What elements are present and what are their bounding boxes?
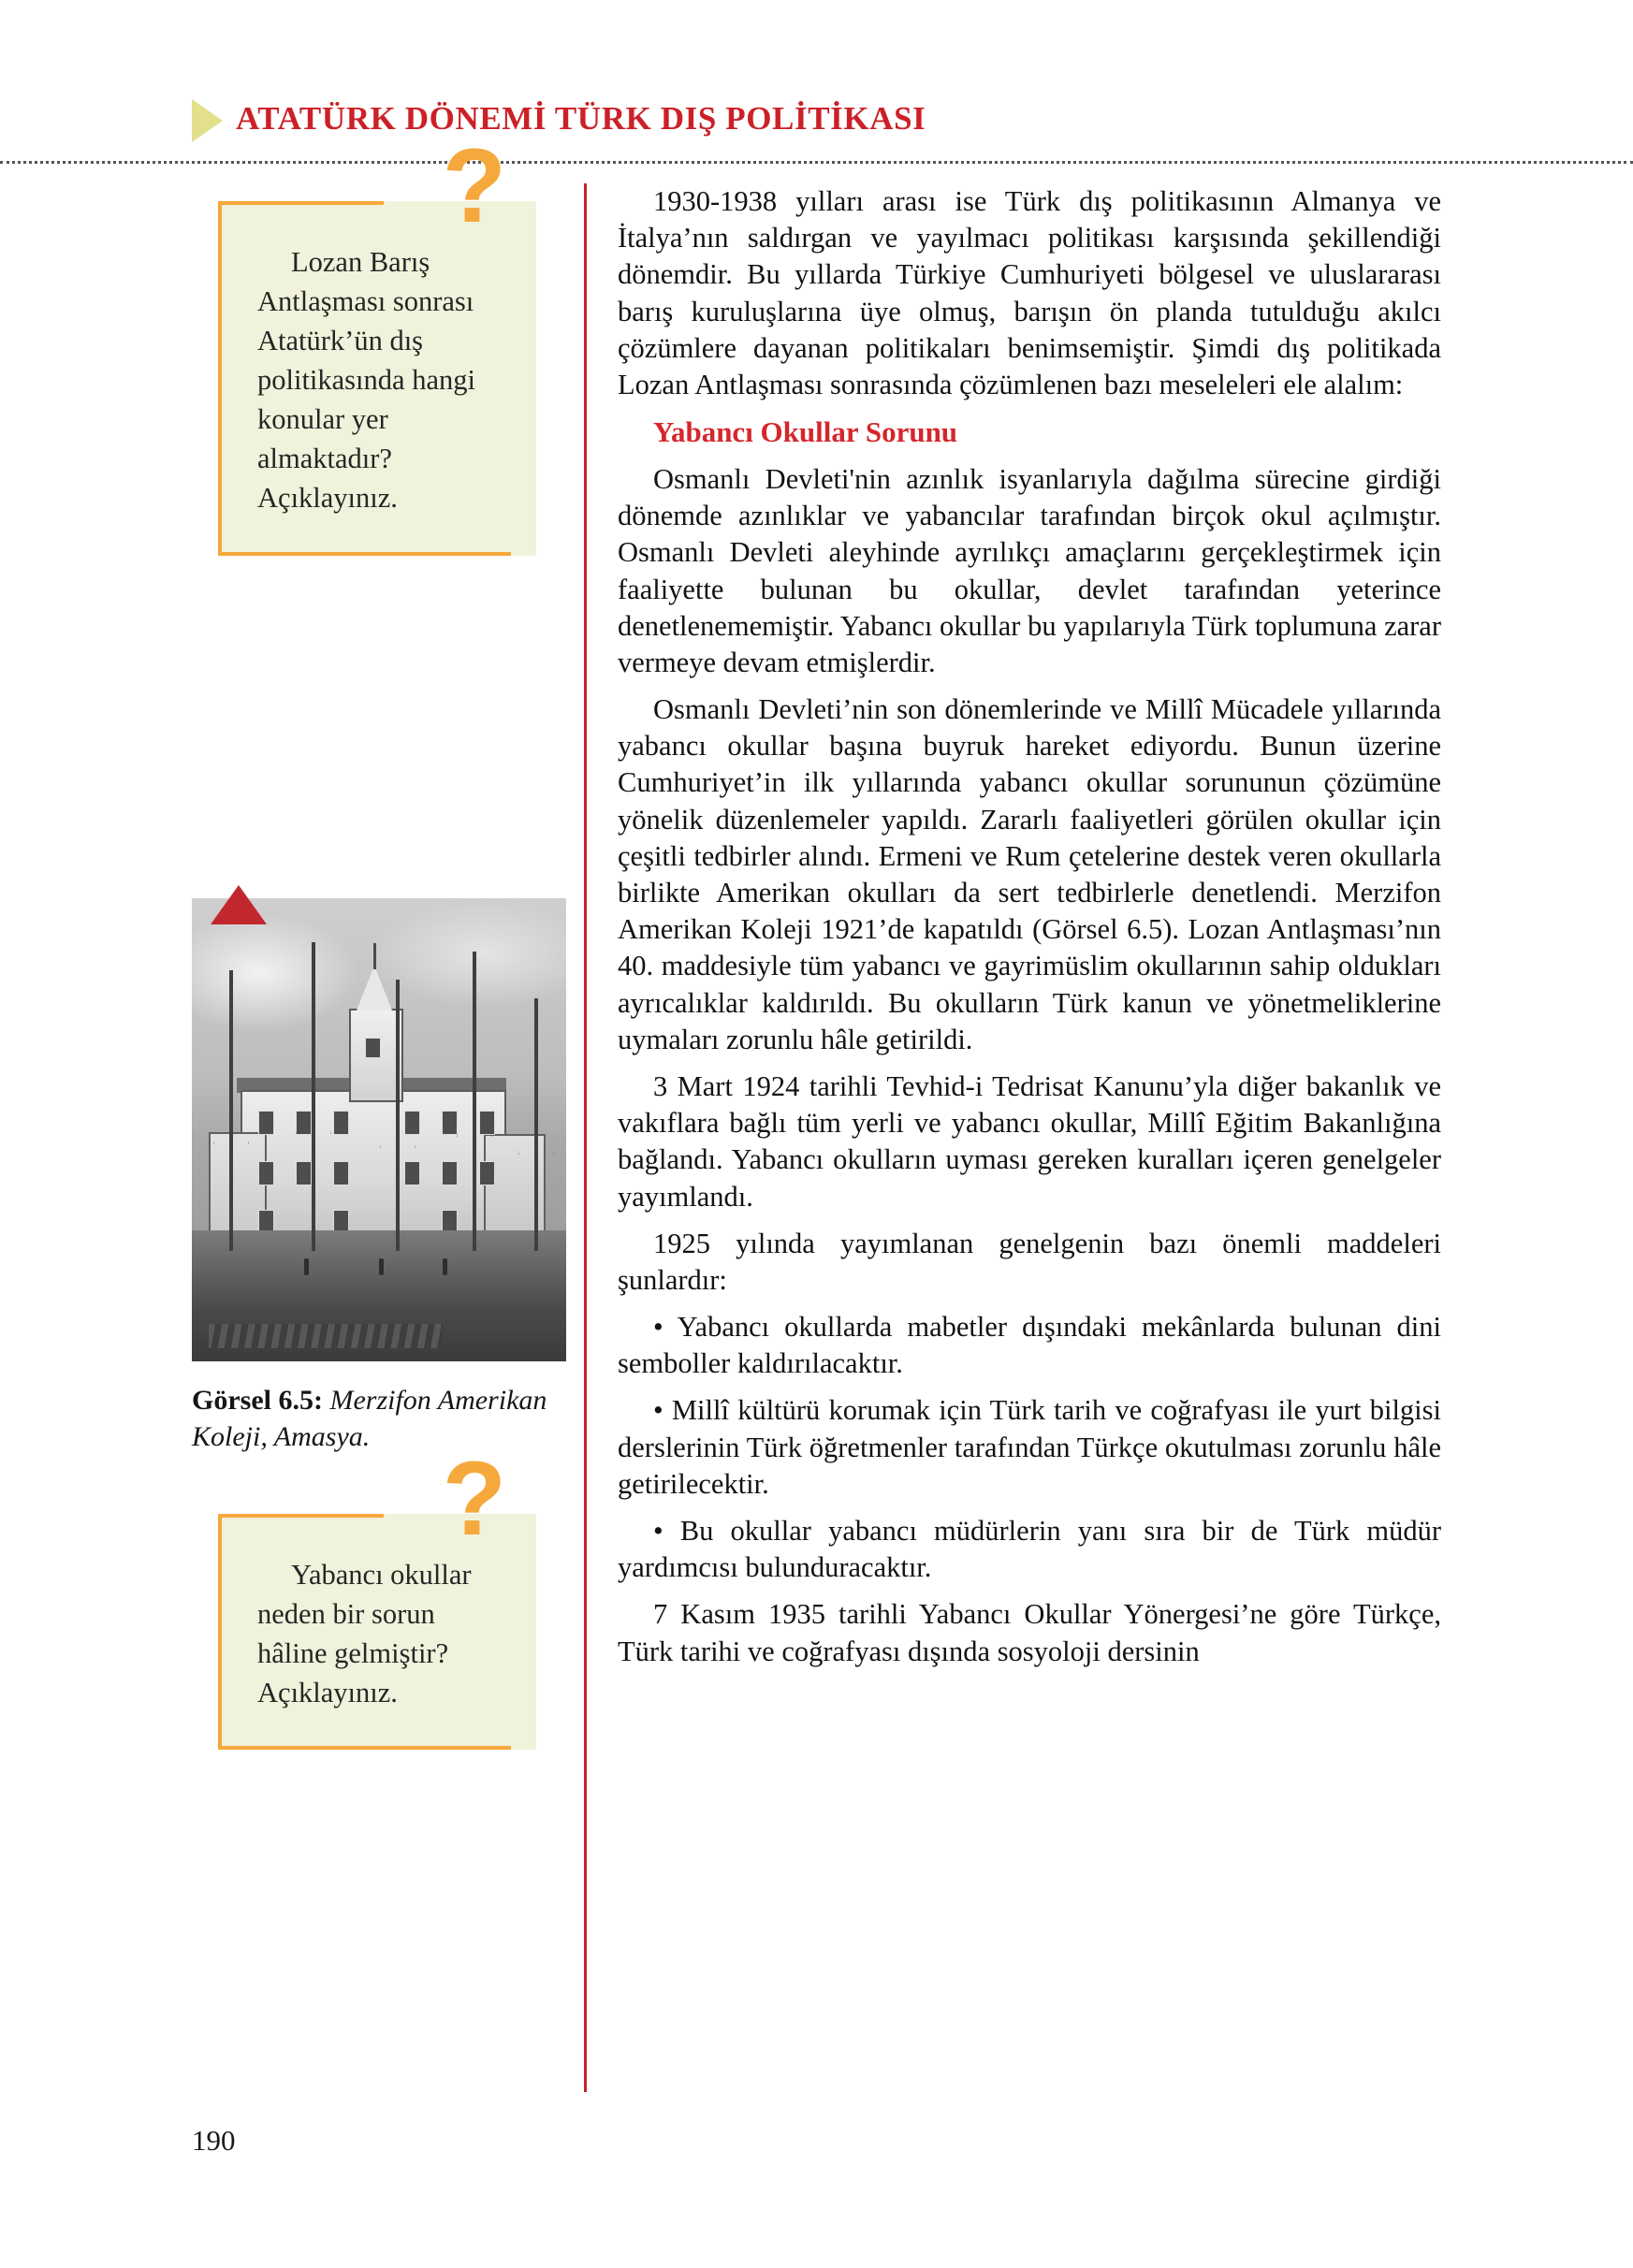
photo-tree — [229, 970, 233, 1251]
figure-caption-label: Görsel 6.5: — [192, 1385, 323, 1416]
figure-caption-text: Merzifon Amerikan Koleji, Amasya. — [192, 1385, 547, 1452]
paragraph-p2: Osmanlı Devleti'nin azınlık isyanlarıyla dağılma sürecine girdiği dönemde azınlıklar ve yabancılar tarafından birçok okul açılmıştır. Osmanlı Devleti aleyhinde ayrılıkçı amaçlarını gerçekleştirmek için faaliyette bulunan bu okullar, devlet tarafından yeterince denetlenememiştir. Yabancı okullar bu yapılarıyla Türk toplumuna zarar vermeye devam etmişlerdir. — [618, 462, 1441, 678]
photo-flag-mast — [373, 943, 376, 969]
photo-person — [379, 1258, 384, 1275]
qbox-border-left — [218, 201, 222, 556]
figure-6-5 — [192, 898, 566, 1455]
photo-window — [334, 1162, 348, 1185]
bullet-item-1: • Yabancı okullarda mabetler dışındaki mekânlarda bulunan dini semboller kaldırılacaktır. — [618, 1311, 1441, 1380]
qbox-border-bottom — [218, 1746, 511, 1750]
page-title: ATATÜRK DÖNEMİ TÜRK DIŞ POLİTİKASI — [236, 100, 926, 137]
section-heading: Yabancı Okullar Sorunu — [653, 415, 958, 449]
triangle-right-icon — [192, 99, 223, 142]
photo-window — [297, 1162, 311, 1185]
photo-window — [259, 1112, 273, 1134]
figure-pointer-triangle-icon — [211, 885, 267, 924]
bullet-item-3: • Bu okullar yabancı müdürlerin yanı sıra bir de Türk müdür yardımcısı bulunduracaktır. — [618, 1515, 1441, 1584]
qbox-border-top — [218, 201, 384, 205]
question-text-2: Yabancı okullar neden bir sorun hâline gelmiştir? Açıklayınız. — [257, 1559, 472, 1709]
question-text-1: Lozan Barış Antlaşması sonrası Atatürk’ün dış politikasında hangi konular yer almaktadır? Açıklayınız. — [257, 246, 475, 515]
paragraph-p6: 7 Kasım 1935 tarihli Yabancı Okullar Yönergesi’ne göre Türkçe, Türk tarihi ve coğrafyası dışında sosyoloji dersinin — [618, 1598, 1441, 1667]
page-header — [192, 97, 926, 140]
question-mark-icon: ? — [442, 1440, 506, 1557]
photo-window — [480, 1162, 494, 1185]
photo-person — [304, 1258, 309, 1275]
figure-caption — [192, 1382, 566, 1455]
paragraph-p3: Osmanlı Devleti’nin son dönemlerinde ve Millî Mücadele yıllarında yabancı okullar başına buyruk hareket ediyordu. Bunun üzerine Cumhuriyet’in ilk yıllarında yabancı okullar sorununun çözümüne yönelik düzenlemeler yapıldı. Zararlı faaliyetleri görülen okullar için çeşitli tedbirler alındı. Ermeni ve Rum çetelerine destek veren okullarla birlikte Amerikan okulları da sert tedbirlerle denetlendi. Merzifon Amerikan Koleji 1921’de kapatıldı (Görsel 6.5). Lozan Antlaşması’nın 40. maddesiyle tüm yabancı ve gayrimüslim okullarının sahip oldukları ayrıcalıklar kaldırıldı. Bu okulların Türk kanun ve yönetmeliklerine uymaları zorunlu hâle getirildi. — [618, 693, 1441, 1055]
photo-window — [405, 1162, 419, 1185]
paragraph-p4: 3 Mart 1924 tarihli Tevhid-i Tedrisat Kanunu’yla diğer bakanlık ve vakıflara bağlı tüm yerli ve yabancı okullar, Millî Eğitim Bakanlığına bağlandı. Yabancı okulların uyması gereken kuralları içeren genelgeler yayımlandı. — [618, 1069, 1441, 1213]
photo-window — [259, 1162, 273, 1185]
photo-foreground-debris — [209, 1324, 443, 1348]
photo-window — [443, 1112, 457, 1134]
main-text-column — [618, 183, 1441, 1680]
bullet-item-2: • Millî kültürü korumak için Türk tarih ve coğrafyası ile yurt bilgisi derslerinin Türk öğretmenler tarafından Türkçe okutulması zorunlu hâle getirilecektir. — [618, 1394, 1441, 1500]
photo-tree — [396, 980, 400, 1251]
header-divider — [0, 161, 1633, 164]
column-divider — [584, 183, 587, 2092]
photo-tree — [312, 942, 315, 1251]
photo-tree — [473, 952, 476, 1251]
sidebar — [192, 127, 566, 556]
qbox-border-left — [218, 1514, 222, 1750]
question-mark-icon: ? — [442, 127, 506, 244]
qbox-border-bottom — [218, 552, 511, 556]
photo-tree — [534, 998, 538, 1251]
photo-spire — [357, 966, 392, 1010]
page-number: 190 — [192, 2124, 236, 2157]
photo-person — [443, 1258, 447, 1275]
question-box-1 — [218, 127, 536, 556]
figure-image — [192, 898, 566, 1361]
qbox-border-top — [218, 1514, 384, 1518]
paragraph-p5: 1925 yılında yayımlanan genelgenin bazı önemli maddeleri şunlardır: — [618, 1227, 1441, 1296]
photo-window — [334, 1112, 348, 1134]
sidebar-lower — [192, 1440, 566, 1750]
photo-window — [443, 1162, 457, 1185]
question-box-2 — [218, 1440, 536, 1750]
photo-tower-window — [366, 1039, 380, 1057]
paragraph-p1: 1930-1938 yılları arası ise Türk dış politikasının Almanya ve İtalya’nın saldırgan ve yayılmacı politikası karşısında şekillendiği dönemdir. Bu yıllarda Türkiye Cumhuriyeti bölgesel ve uluslararası barış kuruluşlarına üye olmuş, barışın ön planda tutulduğu akılcı çözümlere dayanan politikaları benimsemiştir. Şimdi dış politikada Lozan Antlaşması sonrasında çözümlenen bazı meseleleri ele alalım: — [618, 185, 1441, 400]
